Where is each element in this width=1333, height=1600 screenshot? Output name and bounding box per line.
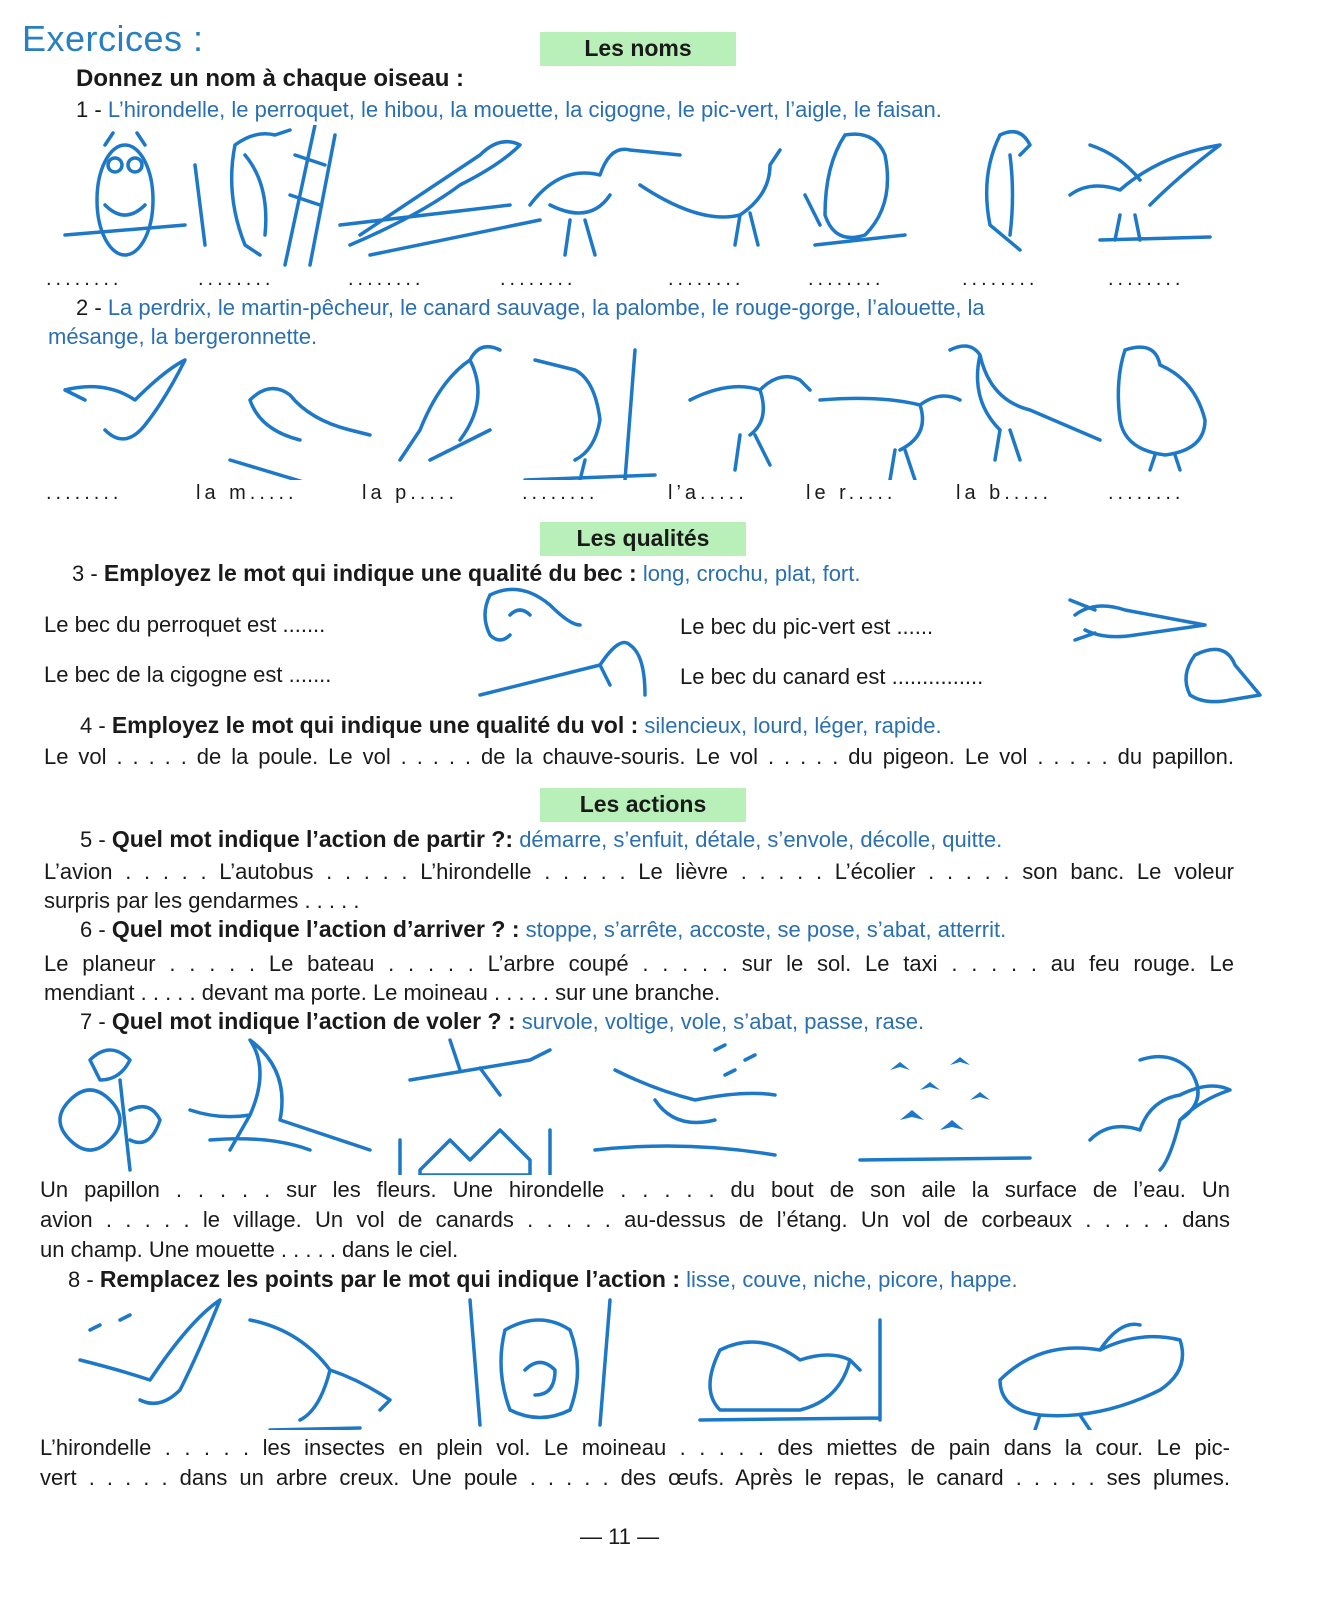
exercise-1-words: L’hirondelle, le perroquet, le hibou, la mouette, la cigogne, le pic-vert, l’aigle, le faisan. (107, 97, 942, 122)
hen-brooding-icon (700, 1320, 880, 1420)
exercise-4-instruction: Employez le mot qui indique une qualité du vol : (111, 712, 639, 738)
exercise-7-sentence-1: Un papillon . . . . . sur les fleurs. Une hirondelle . . . . . du bout de son aile la surface de l’eau. Un (40, 1177, 1230, 1202)
skimming-swallow-icon (190, 1040, 370, 1150)
exercise-7-sentence-2: avion . . . . . le village. Un vol de canards . . . . . au-dessus de l’étang. Un vol de corbeaux . . . . . dans (40, 1207, 1230, 1232)
tit-icon (230, 389, 370, 480)
exercise-4-line (80, 710, 942, 741)
exercise-4-number: 4 - (80, 713, 106, 738)
exercise-7-words: survole, voltige, vole, s’abat, passe, rase. (521, 1009, 925, 1034)
woodpecker-head-icon (1070, 600, 1205, 640)
beak-illustrations-left (470, 585, 660, 705)
exercise-8-words: lisse, couve, niche, picore, happe. (686, 1267, 1018, 1292)
blank-1-5: ........ (668, 268, 745, 290)
exercise-6-words: stoppe, s’arrête, accoste, se pose, s’abat, atterrit. (525, 917, 1007, 942)
blank-1-4: ........ (500, 268, 577, 290)
action-illustrations-row-1 (40, 1035, 1240, 1175)
beak-sentence-duck: Le bec du canard est ............... (680, 664, 984, 689)
wood-pigeon-icon (400, 347, 500, 460)
exercise-5-sentence-2: surpris par les gendarmes . . . . . (44, 888, 360, 913)
exercise-3-line (72, 558, 860, 589)
exercise-1-number: 1 - (76, 97, 102, 122)
bird-illustrations-row-2 (40, 340, 1250, 480)
wagtail-icon (950, 346, 1100, 460)
exercise-5-sentence-1: L’avion . . . . . L’autobus . . . . . L’hirondelle . . . . . Le lièvre . . . . . L’écolier . . . . . son banc. Le voleur (44, 859, 1234, 884)
blank-2-6: le r..... (806, 482, 897, 504)
exercise-3-words: long, crochu, plat, fort. (642, 561, 861, 586)
section-tag-actions: Les actions (540, 788, 746, 822)
duck-preening-icon (1000, 1324, 1183, 1430)
exercise-intro: Donnez un nom à chaque oiseau : (76, 65, 465, 92)
swallow-icon (340, 142, 540, 255)
page-title: Exercices : (22, 18, 204, 59)
exercise-7-line (80, 1006, 924, 1037)
blank-2-4: ........ (522, 482, 599, 504)
blank-2-1: ........ (46, 482, 123, 504)
ducks-pond-icon (595, 1045, 775, 1155)
blank-1-1: ........ (46, 268, 123, 290)
exercise-8-number: 8 - (68, 1267, 94, 1292)
exercise-2-words-1: La perdrix, le martin-pêcheur, le canard sauvage, la palombe, le rouge-gorge, l’alouette, la (107, 295, 985, 320)
parrot-head-icon (485, 589, 580, 640)
seagull-icon (1070, 145, 1220, 240)
plane-village-icon (400, 1040, 550, 1175)
exercise-2-line-1 (76, 292, 985, 323)
stork-head-icon (480, 643, 645, 696)
woodpecker-nest-icon (470, 1300, 610, 1425)
exercise-2-number: 2 - (76, 295, 102, 320)
exercise-8-sentence-2: vert . . . . . dans un arbre creux. Une poule . . . . . des œufs. Après le repas, le canard . . . . . ses plumes. (40, 1465, 1230, 1490)
blank-1-6: ........ (808, 268, 885, 290)
wild-duck-icon (65, 360, 185, 439)
exercise-1-line (76, 94, 942, 125)
section-tag-qualites: Les qualités (540, 522, 746, 556)
page-number: — 11 — (580, 1524, 660, 1549)
pheasant-icon (640, 150, 780, 245)
eagle-icon (805, 134, 905, 245)
action-illustrations-row-2 (40, 1295, 1240, 1430)
exercise-6-line (80, 914, 1006, 945)
beak-sentence-parrot: Le bec du perroquet est ....... (44, 612, 326, 637)
exercise-7-sentence-3: un champ. Une mouette . . . . . dans le ciel. (40, 1237, 459, 1262)
bird-illustrations-row-1 (40, 125, 1240, 275)
exercise-7-instruction: Quel mot indique l’action de voler ? : (111, 1008, 516, 1034)
sparrow-pecking-icon (250, 1320, 390, 1430)
exercise-2-words-2: mésange, la bergeronnette. (48, 324, 318, 349)
exercise-3-instruction: Employez le mot qui indique une qualité du bec : (103, 560, 637, 586)
owl-icon (65, 133, 205, 255)
exercise-8-line (68, 1264, 1018, 1295)
exercise-6-sentence-2: mendiant . . . . . devant ma porte. Le moineau . . . . . sur une branche. (44, 980, 721, 1005)
exercise-7-number: 7 - (80, 1009, 106, 1034)
crows-field-icon (860, 1057, 1030, 1160)
exercise-8-sentence-1: L’hirondelle . . . . . les insectes en plein vol. Le moineau . . . . . des miettes de pain dans la cour. Le pic- (40, 1435, 1230, 1460)
stork-icon (530, 149, 680, 255)
exercise-6-sentence-1: Le planeur . . . . . Le bateau . . . . . L’arbre coupé . . . . . sur le sol. Le taxi . . . . . au feu rouge. Le (44, 951, 1234, 976)
exercise-5-number: 5 - (80, 827, 106, 852)
robin-icon (820, 396, 960, 480)
blank-2-5: l’a..... (668, 482, 748, 504)
exercise-5-words: démarre, s’enfuit, détale, s’envole, décolle, quitte. (519, 827, 1003, 852)
duck-head-icon (1186, 649, 1260, 701)
blank-2-8: ........ (1108, 482, 1185, 504)
exercise-4-words: silencieux, lourd, léger, rapide. (644, 713, 942, 738)
kingfisher-icon (525, 350, 655, 480)
swallow-catching-insects-icon (80, 1300, 220, 1403)
beak-sentence-woodpecker: Le bec du pic-vert est ...... (680, 614, 934, 639)
exercise-4-sentence: Le vol . . . . . de la poule. Le vol . . . . . de la chauve-souris. Le vol . . . . . du pigeon. Le vol . . . . . du papillon. (44, 744, 1234, 769)
blank-1-8: ........ (1108, 268, 1185, 290)
parrot-icon (987, 132, 1030, 250)
section-tag-noms: Les noms (540, 32, 736, 66)
exercise-6-instruction: Quel mot indique l’action d’arriver ? : (111, 916, 520, 942)
blank-2-2: la m..... (196, 482, 298, 504)
blank-2-3: la p..... (362, 482, 459, 504)
gull-sky-icon (1090, 1057, 1230, 1170)
woodpecker-icon (232, 125, 335, 265)
butterfly-flowers-icon (60, 1050, 160, 1170)
exercise-6-number: 6 - (80, 917, 106, 942)
blank-1-7: ........ (962, 268, 1039, 290)
blank-1-2: ........ (198, 268, 275, 290)
beak-sentence-stork: Le bec de la cigogne est ....... (44, 662, 332, 687)
beak-illustrations-right (1065, 595, 1270, 715)
exercise-8-instruction: Remplacez les points par le mot qui indique l’action : (99, 1266, 681, 1292)
partridge-icon (1118, 347, 1205, 470)
exercise-5-line (80, 824, 1002, 855)
blank-1-3: ........ (348, 268, 425, 290)
exercise-5-instruction: Quel mot indique l’action de partir ?: (111, 826, 514, 852)
exercise-3-number: 3 - (72, 561, 98, 586)
blank-2-7: la b..... (956, 482, 1053, 504)
lark-icon (690, 377, 810, 470)
